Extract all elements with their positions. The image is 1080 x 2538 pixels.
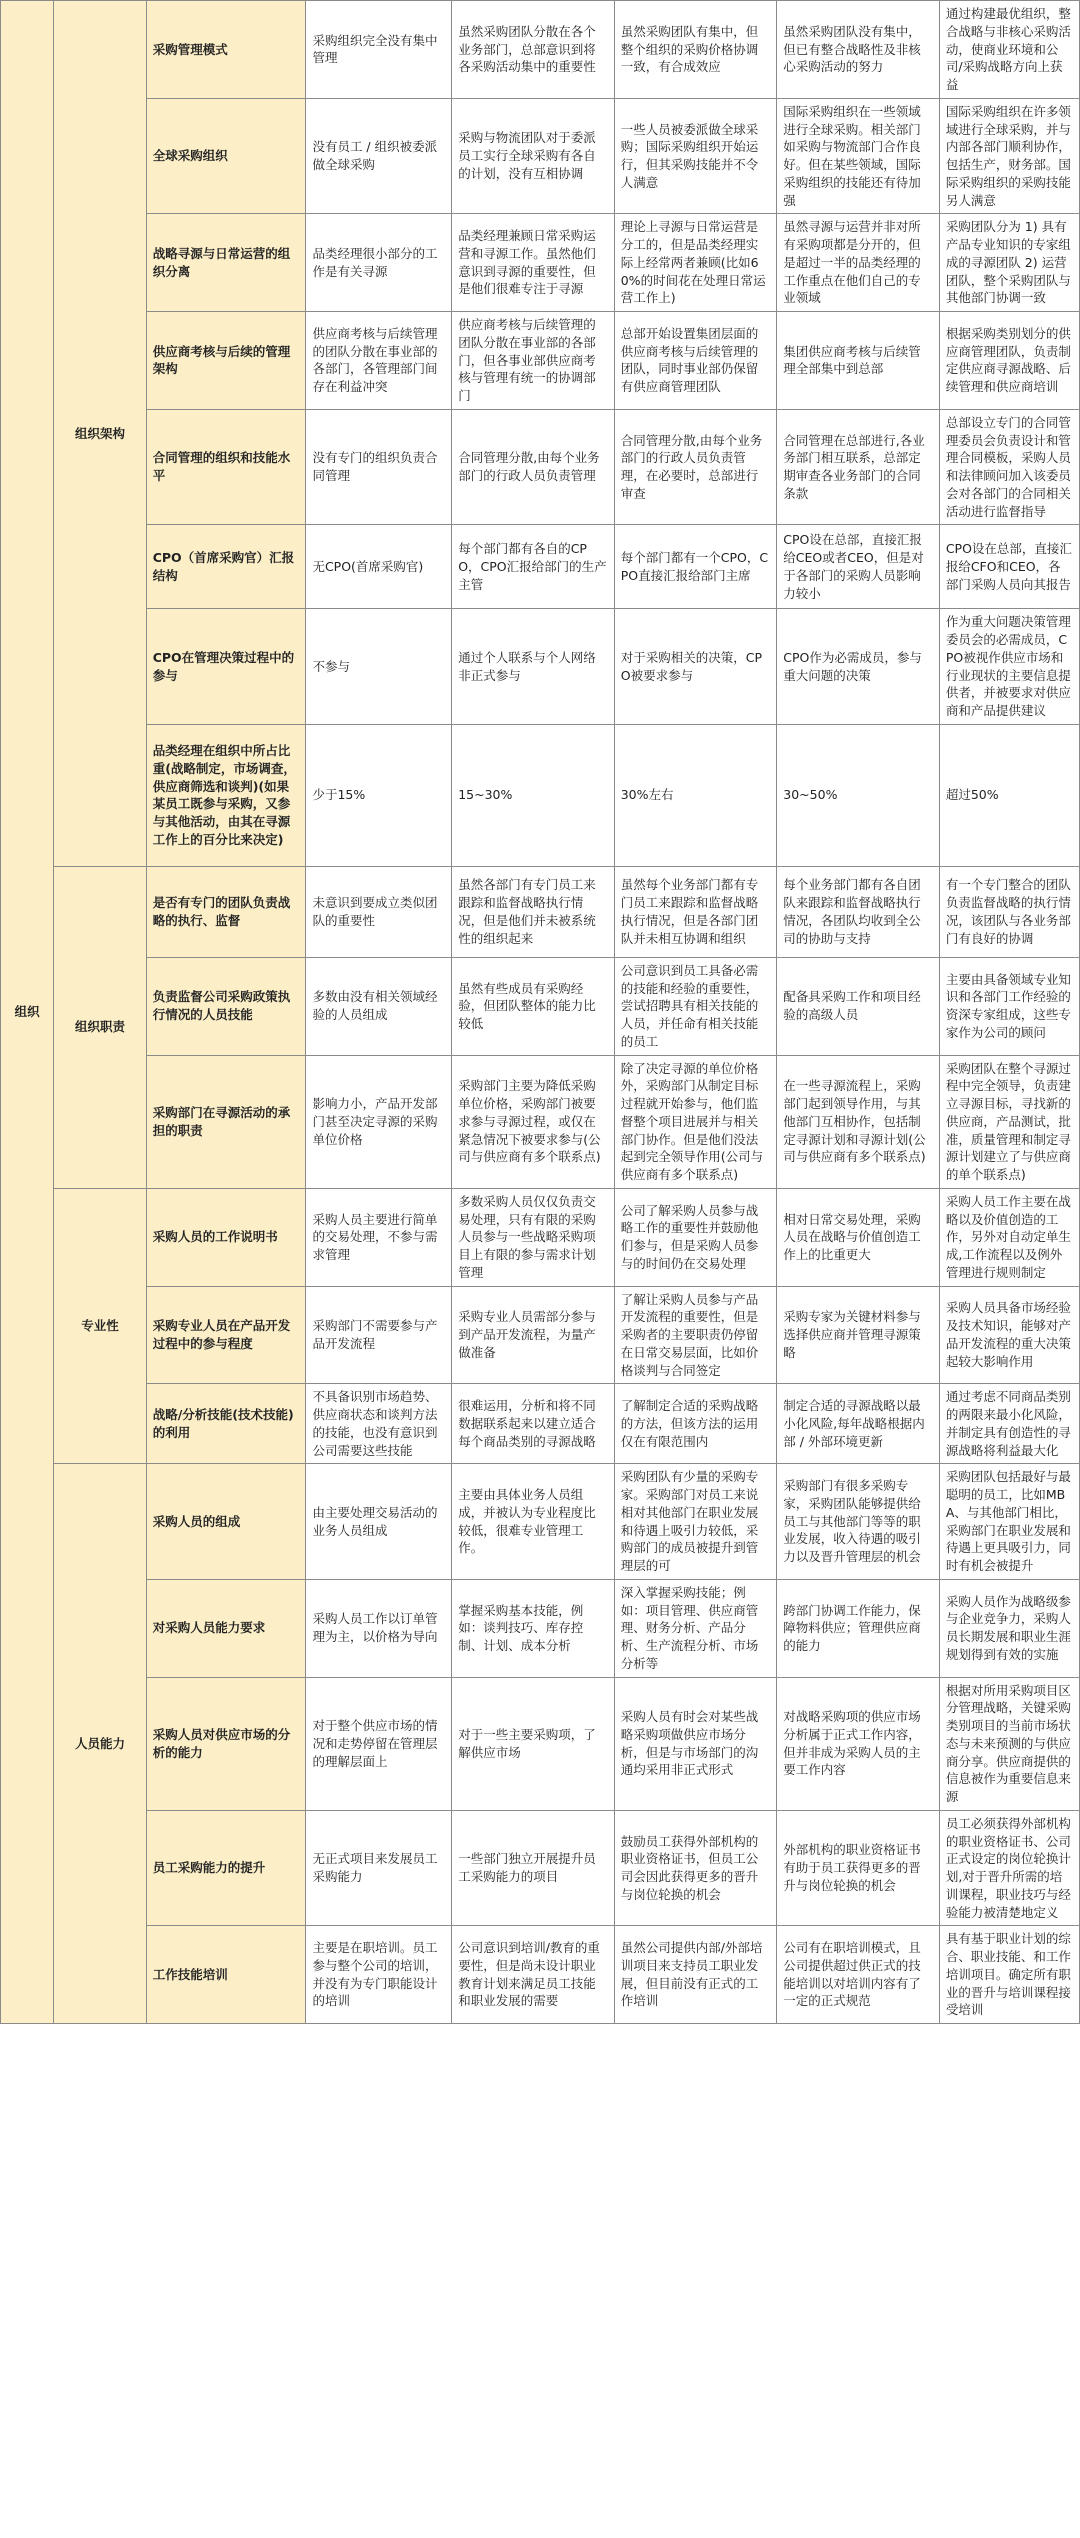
level-cell-4: 虽然采购团队没有集中，但已有整合战略性及非核心采购活动的努力 <box>777 1 940 99</box>
level-cell-3: 采购人员有时会对某些战略采购项做供应市场分析，但是与市场部门的沟通均采用非正式形式 <box>614 1677 777 1810</box>
level-cell-5: 主要由具备领域专业知识和各部门工作经验的资深专家组成，这些专家作为公司的顾问 <box>939 957 1079 1055</box>
level-cell-3: 总部开始设置集团层面的供应商考核与后续管理的团队，同时事业部仍保留有供应商管理团队 <box>614 312 777 410</box>
table-row <box>1 1188 1080 1286</box>
level-cell-2: 供应商考核与后续管理的团队分散在事业部的各部门，但各事业部供应商考核与管理有统一的协调部门 <box>452 312 615 410</box>
level-cell-5: 通过考虑不同商品类别的两限来最小化风险，并制定具有创造性的寻源战略将利益最大化 <box>939 1384 1079 1464</box>
level-cell-4: 采购专家为关键材料参与选择供应商并管理寻源策略 <box>777 1286 940 1384</box>
item-cell: 是否有专门的团队负责战略的执行、监督 <box>146 866 306 957</box>
table-row <box>1 1384 1080 1464</box>
level-cell-3: 深入掌握采购技能；例如：项目管理、供应商管理、财务分析、产品分析、生产流程分析、市场分析等 <box>614 1579 777 1677</box>
table-row <box>1 724 1080 866</box>
table-row <box>1 957 1080 1055</box>
table-row <box>1 1677 1080 1810</box>
level-cell-4: 公司有在职培训模式，且公司提供超过供正式的技能培训以对培训内容有了一定的正式规范 <box>777 1926 940 2024</box>
dimension-cell: 组织 <box>1 1 54 2024</box>
item-cell: 采购人员的工作说明书 <box>146 1188 306 1286</box>
level-cell-3: 公司意识到员工具备必需的技能和经验的重要性，尝试招聘具有相关技能的人员，并任命有相关技能的员工 <box>614 957 777 1055</box>
item-cell: CPO（首席采购官）汇报结构 <box>146 525 306 609</box>
item-cell: 负责监督公司采购政策执行情况的人员技能 <box>146 957 306 1055</box>
item-cell: 采购人员对供应市场的分析的能力 <box>146 1677 306 1810</box>
level-cell-1: 没有专门的组织负责合同管理 <box>306 409 452 525</box>
level-cell-1: 影响力小，产品开发部门甚至决定寻源的采购单位价格 <box>306 1055 452 1188</box>
level-cell-1: 采购部门不需要参与产品开发流程 <box>306 1286 452 1384</box>
level-cell-3: 30%左右 <box>614 724 777 866</box>
level-cell-4: 集团供应商考核与后续管理全部集中到总部 <box>777 312 940 410</box>
table-row <box>1 1055 1080 1188</box>
level-cell-5: 采购人员作为战略级参与企业竞争力，采购人员长期发展和职业生涯规划得到有效的实施 <box>939 1579 1079 1677</box>
level-cell-3: 鼓励员工获得外部机构的职业资格证书，但员工公司会因此获得更多的晋升与岗位轮换的机会 <box>614 1810 777 1926</box>
level-cell-5: 具有基于职业计划的综合、职业技能、和工作培训项目。确定所有职业的晋升与培训课程接受培训 <box>939 1926 1079 2024</box>
item-cell: 采购专业人员在产品开发过程中的参与程度 <box>146 1286 306 1384</box>
level-cell-2: 很难运用，分析和将不同数据联系起来以建立适合每个商品类别的寻源战略 <box>452 1384 615 1464</box>
table-row <box>1 1579 1080 1677</box>
table-row <box>1 98 1080 214</box>
level-cell-2: 每个部门都有各自的CPO，CPO汇报给部门的生产主管 <box>452 525 615 609</box>
level-cell-3: 虽然每个业务部门都有专门员工来跟踪和监督战略执行情况，但是各部门团队并未相互协调和组织 <box>614 866 777 957</box>
subdimension-cell: 专业性 <box>54 1188 146 1464</box>
item-cell: 供应商考核与后续的管理架构 <box>146 312 306 410</box>
level-cell-2: 掌握采购基本技能，例如：谈判技巧、库存控制、计划、成本分析 <box>452 1579 615 1677</box>
level-cell-5: 作为重大问题决策管理委员会的必需成员，CPO被视作供应市场和行业现状的主要信息提供者，并被要求对供应商和产品提供建议 <box>939 609 1079 725</box>
level-cell-4: 30~50% <box>777 724 940 866</box>
level-cell-2: 对于一些主要采购项，了解供应市场 <box>452 1677 615 1810</box>
level-cell-1: 对于整个供应市场的情况和走势停留在管理层的理解层面上 <box>306 1677 452 1810</box>
item-cell: 战略/分析技能(技术技能)的利用 <box>146 1384 306 1464</box>
level-cell-3: 合同管理分散,由每个业务部门的行政人员负责管理，在必要时，总部进行审查 <box>614 409 777 525</box>
table-row <box>1 312 1080 410</box>
item-cell: 品类经理在组织中所占比重(战略制定，市场调查，供应商筛选和谈判)(如果某员工既参与采购，又参与其他活动，由其在寻源工作上的百分比来决定) <box>146 724 306 866</box>
level-cell-3: 公司了解采购人员参与战略工作的重要性并鼓励他们参与，但是采购人员参与的时间仍在交易处理 <box>614 1188 777 1286</box>
level-cell-5: 采购人员工作主要在战略以及价值创造的工作，另外对自动定单生成,工作流程以及例外管理进行规则制定 <box>939 1188 1079 1286</box>
level-cell-4: 跨部门协调工作能力，保障物料供应；管理供应商的能力 <box>777 1579 940 1677</box>
level-cell-4: 对战略采购项的供应市场分析属于正式工作内容，但并非成为采购人员的主要工作内容 <box>777 1677 940 1810</box>
level-cell-2: 主要由具体业务人员组成，并被认为专业程度比较低，很难专业管理工作。 <box>452 1464 615 1580</box>
item-cell: 对采购人员能力要求 <box>146 1579 306 1677</box>
level-cell-2: 合同管理分散,由每个业务部门的行政人员负责管理 <box>452 409 615 525</box>
level-cell-4: 相对日常交易处理，采购人员在战略与价值创造工作上的比重更大 <box>777 1188 940 1286</box>
subdimension-cell: 组织职责 <box>54 866 146 1188</box>
item-cell: 工作技能培训 <box>146 1926 306 2024</box>
level-cell-5: 有一个专门整合的团队负责监督战略的执行情况，该团队与各业务部门有良好的协调 <box>939 866 1079 957</box>
level-cell-1: 没有员工 / 组织被委派做全球采购 <box>306 98 452 214</box>
level-cell-4: 配备具采购工作和项目经验的高级人员 <box>777 957 940 1055</box>
item-cell: 采购部门在寻源活动的承担的职责 <box>146 1055 306 1188</box>
level-cell-1: 由主要处理交易活动的业务人员组成 <box>306 1464 452 1580</box>
table-row <box>1 609 1080 725</box>
level-cell-4: CPO设在总部，直接汇报给CEO或者CEO，但是对于各部门的采购人员影响力较小 <box>777 525 940 609</box>
level-cell-4: CPO作为必需成员，参与重大问题的决策 <box>777 609 940 725</box>
level-cell-2: 采购部门主要为降低采购单位价格，采购部门被要求参与寻源过程，或仅在紧急情况下被要求参与(公司与供应商有多个联系点) <box>452 1055 615 1188</box>
level-cell-3: 除了决定寻源的单位价格外，采购部门从制定目标过程就开始参与，他们监督整个项目进展并与相关部门协作。但是他们没法起到完全领导作用(公司与供应商有多个联系点) <box>614 1055 777 1188</box>
level-cell-5: 根据采购类别划分的供应商管理团队，负责制定供应商寻源战略、后续管理和供应商培训 <box>939 312 1079 410</box>
level-cell-3: 虽然采购团队有集中，但整个组织的采购价格协调一致，有合成效应 <box>614 1 777 99</box>
level-cell-3: 虽然公司提供内部/外部培训项目来支持员工职业发展，但目前没有正式的工作培训 <box>614 1926 777 2024</box>
level-cell-4: 合同管理在总部进行,各业务部门相互联系，总部定期审查各业务部门的合同条款 <box>777 409 940 525</box>
subdimension-cell: 人员能力 <box>54 1464 146 2024</box>
level-cell-1: 多数由没有相关领域经验的人员组成 <box>306 957 452 1055</box>
table-row <box>1 525 1080 609</box>
level-cell-4: 在一些寻源流程上，采购部门起到领导作用，与其他部门互相协作，包括制定寻源计划和寻源计划(公司与供应商有多个联系点) <box>777 1055 940 1188</box>
level-cell-1: 无正式项目来发展员工采购能力 <box>306 1810 452 1926</box>
level-cell-2: 公司意识到培训/教育的重要性，但是尚未设计职业教育计划来满足员工技能和职业发展的需要 <box>452 1926 615 2024</box>
level-cell-5: 采购人员具备市场经验及技术知识，能够对产品开发流程的重大决策起较大影响作用 <box>939 1286 1079 1384</box>
item-cell: 采购人员的组成 <box>146 1464 306 1580</box>
table-body <box>1 1 1080 2024</box>
table-row <box>1 1810 1080 1926</box>
level-cell-4: 国际采购组织在一些领域进行全球采购。相关部门如采购与物流部门合作良好。但在某些领域，国际采购组织的技能还有待加强 <box>777 98 940 214</box>
level-cell-2: 虽然各部门有专门员工来跟踪和监督战略执行情况，但是他们并未被系统性的组织起来 <box>452 866 615 957</box>
level-cell-3: 一些人员被委派做全球采购；国际采购组织开始运行，但其采购技能并不令人满意 <box>614 98 777 214</box>
level-cell-3: 对于采购相关的决策，CPO被要求参与 <box>614 609 777 725</box>
level-cell-2: 采购专业人员需部分参与到产品开发流程，为量产做准备 <box>452 1286 615 1384</box>
level-cell-5: 通过构建最优组织，整合战略与非核心采购活动，使商业环境和公司/采购战略方向上获益 <box>939 1 1079 99</box>
level-cell-1: 不参与 <box>306 609 452 725</box>
item-cell: 战略寻源与日常运营的组织分离 <box>146 214 306 312</box>
level-cell-4: 外部机构的职业资格证书有助于员工获得更多的晋升与岗位轮换的机会 <box>777 1810 940 1926</box>
level-cell-4: 每个业务部门都有各自团队来跟踪和监督战略执行情况，各团队均收到全公司的协助与支持 <box>777 866 940 957</box>
item-cell: 员工采购能力的提升 <box>146 1810 306 1926</box>
level-cell-3: 理论上寻源与日常运营是分工的，但是品类经理实际上经常两者兼顾(比如60%的时间花在处理日常运营工作上) <box>614 214 777 312</box>
level-cell-1: 未意识到要成立类似团队的重要性 <box>306 866 452 957</box>
item-cell: 全球采购组织 <box>146 98 306 214</box>
level-cell-1: 采购组织完全没有集中管理 <box>306 1 452 99</box>
level-cell-2: 多数采购人员仅仅负责交易处理，只有有限的采购人员参与一些战略采购项目上有限的参与需求计划管理 <box>452 1188 615 1286</box>
table-row <box>1 866 1080 957</box>
level-cell-4: 采购部门有很多采购专家，采购团队能够提供给员工与其他部门等等的职业发展，收入待遇的吸引力以及晋升管理层的机会 <box>777 1464 940 1580</box>
table-row <box>1 1286 1080 1384</box>
level-cell-4: 制定合适的寻源战略以最小化风险,每年战略根据内部 / 外部环境更新 <box>777 1384 940 1464</box>
level-cell-2: 一些部门独立开展提升员工采购能力的项目 <box>452 1810 615 1926</box>
level-cell-5: 国际采购组织在许多领域进行全球采购，并与内部各部门顺利协作，包括生产，财务部。国际采购组织的采购技能另人满意 <box>939 98 1079 214</box>
level-cell-1: 采购人员工作以订单管理为主，以价格为导向 <box>306 1579 452 1677</box>
level-cell-2: 采购与物流团队对于委派员工实行全球采购有各自的计划，没有互相协调 <box>452 98 615 214</box>
level-cell-1: 品类经理很小部分的工作是有关寻源 <box>306 214 452 312</box>
level-cell-5: 根据对所用采购项目区分管理战略，关键采购类别项目的当前市场状态与未来预测的与供应商分享。供应商提供的信息被作为重要信息来源 <box>939 1677 1079 1810</box>
item-cell: CPO在管理决策过程中的参与 <box>146 609 306 725</box>
table-row <box>1 214 1080 312</box>
item-cell: 采购管理模式 <box>146 1 306 99</box>
level-cell-1: 主要是在职培训。员工参与整个公司的培训，并没有为专门职能设计的培训 <box>306 1926 452 2024</box>
level-cell-2: 品类经理兼顾日常采购运营和寻源工作。虽然他们意识到寻源的重要性，但是他们很难专注于寻源 <box>452 214 615 312</box>
item-cell: 合同管理的组织和技能水平 <box>146 409 306 525</box>
table-row <box>1 1926 1080 2024</box>
level-cell-5: 采购团队在整个寻源过程中完全领导，负责建立寻源目标，寻找新的供应商，产品测试，批准，质量管理和制定寻源计划建立了与供应商的单个联系点) <box>939 1055 1079 1188</box>
table-row <box>1 1464 1080 1580</box>
level-cell-2: 通过个人联系与个人网络非正式参与 <box>452 609 615 725</box>
level-cell-2: 虽然有些成员有采购经验，但团队整体的能力比较低 <box>452 957 615 1055</box>
level-cell-4: 虽然寻源与运营并非对所有采购项都是分开的，但是超过一半的品类经理的工作重点在他们自己的专业领域 <box>777 214 940 312</box>
level-cell-1: 采购人员主要进行简单的交易处理，不参与需求管理 <box>306 1188 452 1286</box>
table-row <box>1 409 1080 525</box>
level-cell-1: 不具备识别市场趋势、供应商状态和谈判方法的技能，也没有意识到公司需要这些技能 <box>306 1384 452 1464</box>
level-cell-5: 总部设立专门的合同管理委员会负责设计和管理合同模板，采购人员和法律顾问加入该委员会对各部门的合同相关活动进行监督指导 <box>939 409 1079 525</box>
level-cell-5: CPO设在总部，直接汇报给CFO和CEO，各部门采购人员向其报告 <box>939 525 1079 609</box>
level-cell-1: 无CPO(首席采购官) <box>306 525 452 609</box>
level-cell-2: 虽然采购团队分散在各个业务部门，总部意识到将各采购活动集中的重要性 <box>452 1 615 99</box>
level-cell-3: 每个部门都有一个CPO，CPO直接汇报给部门主席 <box>614 525 777 609</box>
level-cell-5: 超过50% <box>939 724 1079 866</box>
level-cell-5: 员工必须获得外部机构的职业资格证书、公司正式设定的岗位轮换计划,对于晋升所需的培训课程，职业技巧与经验能力被清楚地定义 <box>939 1810 1079 1926</box>
level-cell-3: 了解制定合适的采购战略的方法，但该方法的运用仅在有限范围内 <box>614 1384 777 1464</box>
level-cell-3: 采购团队有少量的采购专家。采购部门对员工来说相对其他部门在职业发展和待遇上吸引力较低，采购部门的成员被提升到管理层的可 <box>614 1464 777 1580</box>
level-cell-5: 采购团队包括最好与最聪明的员工，比如MBA、与其他部门相比，采购部门在职业发展和待遇上更具吸引力，同时有机会被提升 <box>939 1464 1079 1580</box>
level-cell-1: 供应商考核与后续管理的团队分散在事业部的各部门，各管理部门间存在利益冲突 <box>306 312 452 410</box>
level-cell-5: 采购团队分为 1) 具有产品专业知识的专家组成的寻源团队 2) 运营团队，整个采购团队与其他部门协调一致 <box>939 214 1079 312</box>
level-cell-2: 15~30% <box>452 724 615 866</box>
subdimension-cell: 组织架构 <box>54 1 146 867</box>
level-cell-1: 少于15% <box>306 724 452 866</box>
table-row <box>1 1 1080 99</box>
level-cell-3: 了解让采购人员参与产品开发流程的重要性，但是采购者的主要职责仍停留在日常交易层面，比如价格谈判与合同签定 <box>614 1286 777 1384</box>
